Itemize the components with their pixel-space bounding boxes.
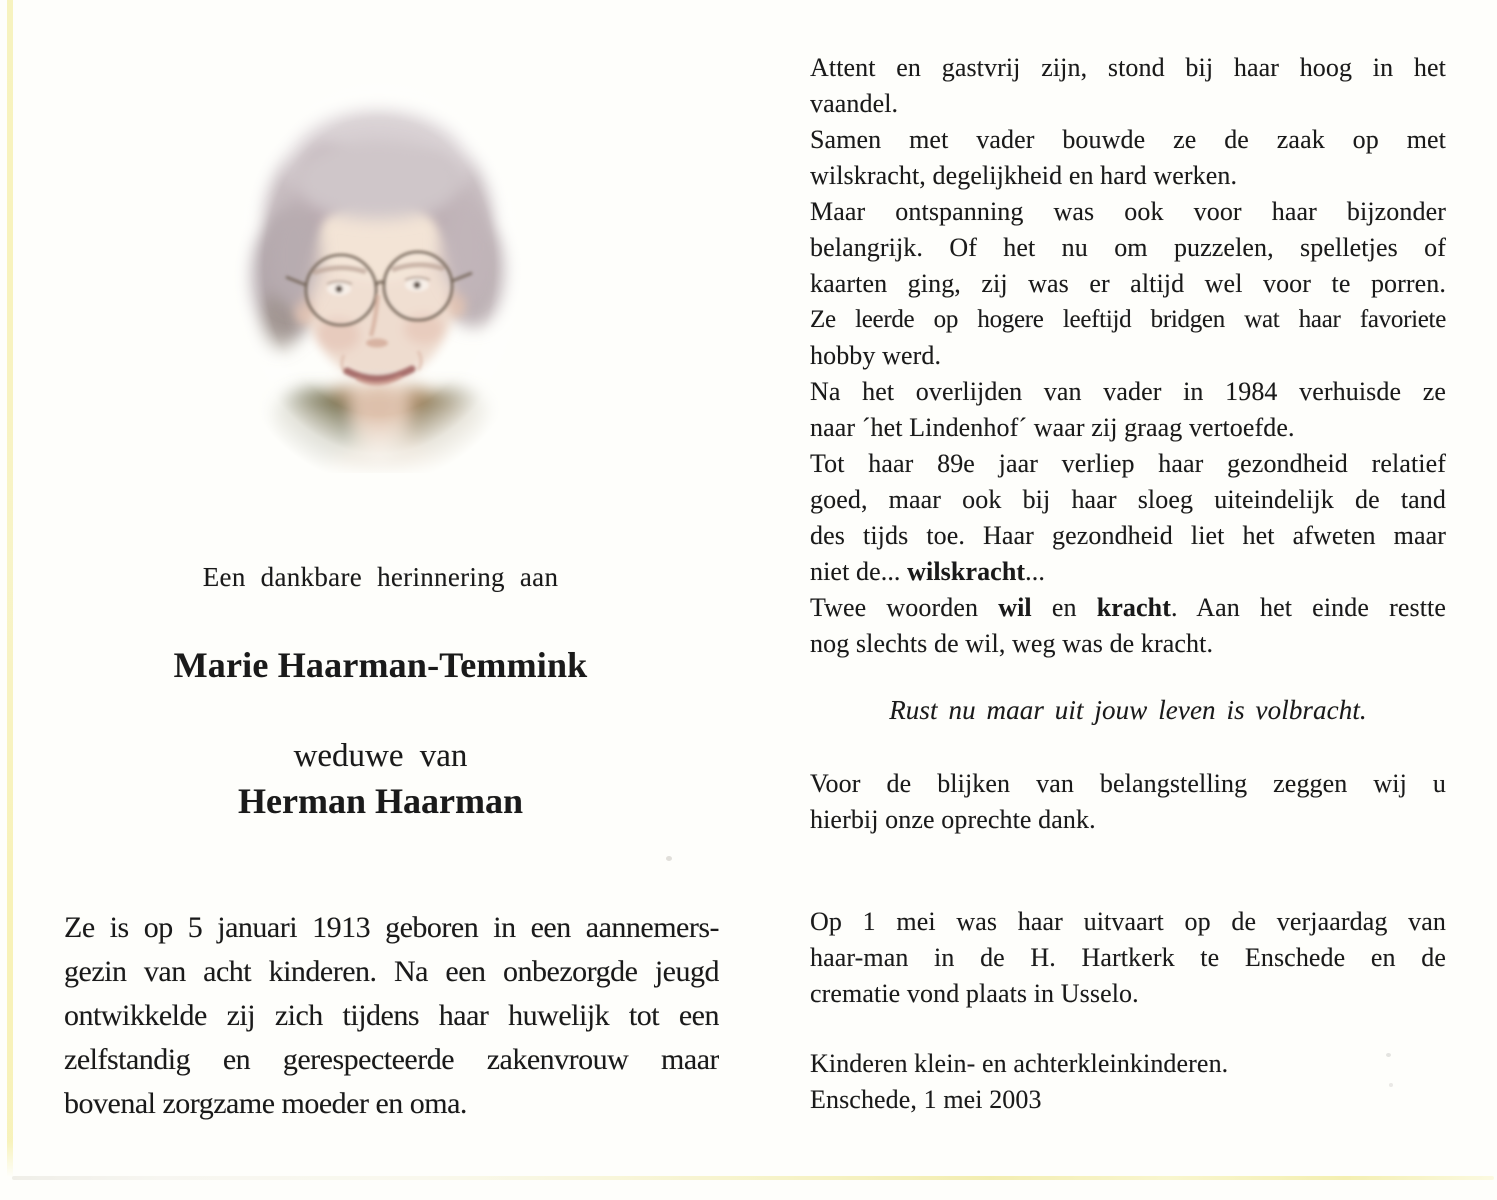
deceased-name: Marie Haarman-Temmink [173, 645, 588, 685]
signoff-paragraph [810, 1046, 1446, 1118]
memoir-line: goed, maar ook bij haar sloeg uiteindelijk de tand [810, 485, 1446, 514]
memoir-line: naar ´het Lindenhof´ waar zij graag vertoefde. [810, 413, 1295, 442]
relation-line: weduwe van [293, 738, 468, 774]
memoir-line: Maar ontspanning was ook voor haar bijzonder [810, 197, 1446, 226]
funeral-line: haar-man in de H. Hartkerk te Enschede en de [810, 943, 1446, 972]
memoir-line: Samen met vader bouwde ze de zaak op met [810, 125, 1446, 154]
memoir-line-two-words [810, 590, 1446, 626]
memoir-line: kaarten ging, zij was er altijd wel voor te porren. [810, 269, 1446, 298]
portrait-photo [228, 83, 530, 473]
thanks-line: Voor de blijken van belangstelling zeggen wij u [810, 769, 1446, 798]
right-page [748, 0, 1497, 1200]
memoir-line: wilskracht, degelijkheid en hard werken. [810, 161, 1238, 190]
photo-vignette [228, 83, 530, 473]
memoir-line: nog slechts de wil, weg was de kracht. [810, 629, 1214, 658]
farewell-quote: Rust nu maar uit jouw leven is volbracht. [889, 695, 1367, 725]
thanks-line: hierbij onze oprechte dank. [810, 805, 1096, 834]
signoff-line: Kinderen klein- en achterkleinkinderen. [810, 1049, 1229, 1078]
memoir-line: Na het overlijden van vader in 1984 verhuisde ze [810, 377, 1446, 406]
memoir-line: des tijds toe. Haar gezondheid liet het afweten maar [810, 521, 1446, 550]
memoir-line: Attent en gastvrij zijn, stond bij haar hoog in het [810, 53, 1446, 82]
memoir-text-column [810, 50, 1446, 1118]
signoff-line: Enschede, 1 mei 2003 [810, 1085, 1042, 1114]
bio-line: zelfstandig en gerespecteerde zakenvrouw maar [64, 1043, 719, 1076]
memoir-line: hobby werd. [810, 341, 942, 370]
memoir-line-willpower [810, 554, 1446, 590]
portrait-photo-illustration [228, 83, 530, 473]
line-segment: niet de... [810, 557, 908, 586]
line-segment: Twee woorden [810, 593, 999, 622]
thanks-paragraph [810, 766, 1446, 838]
memoir-line: vaandel. [810, 89, 899, 118]
memoir-line: Tot haar 89e jaar verliep haar gezondheid relatief [810, 449, 1446, 478]
scan-dust-speck [1389, 1083, 1393, 1087]
funeral-line: crematie vond plaats in Usselo. [810, 979, 1139, 1008]
husband-name: Herman Haarman [238, 781, 523, 821]
line-segment: en [1031, 593, 1097, 622]
line-segment-bold: kracht [1096, 593, 1171, 622]
funeral-line: Op 1 mei was haar uitvaart op de verjaardag van [810, 907, 1446, 936]
bio-line: gezin van acht kinderen. Na een onbezorgde jeugd [64, 955, 719, 988]
bio-paragraph [64, 906, 719, 1126]
dedication-line: Een dankbare herinnering aan [202, 562, 559, 592]
line-segment-bold: wilskracht [907, 557, 1026, 586]
scan-dust-speck [666, 856, 672, 861]
left-page [13, 0, 748, 1200]
bio-line: ontwikkelde zij zich tijdens haar huwelijk tot een [64, 999, 719, 1032]
scan-edge-artifact-bottom [12, 1176, 1494, 1180]
line-segment: . Aan het einde restte [1171, 593, 1446, 622]
bio-line: Ze is op 5 januari 1913 geboren in een aannemers- [64, 911, 719, 944]
scan-dust-speck [1386, 1053, 1391, 1057]
memoir-line: belangrijk. Of het nu om puzzelen, spelletjes of [810, 233, 1446, 262]
bio-line: bovenal zorgzame moeder en oma. [64, 1087, 467, 1120]
line-segment: ... [1025, 557, 1045, 586]
line-segment-bold: wil [998, 593, 1032, 622]
funeral-paragraph [810, 904, 1446, 1012]
memoir-paragraphs [810, 50, 1446, 662]
memoir-line: Ze leerde op hogere leeftijd bridgen wat haar favoriete [810, 306, 1446, 333]
